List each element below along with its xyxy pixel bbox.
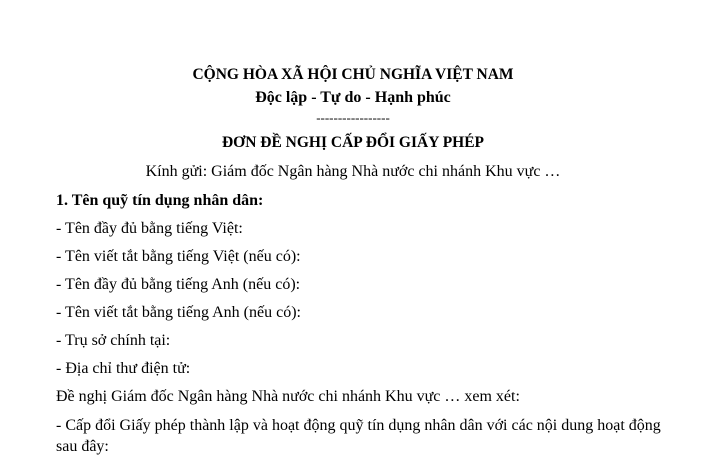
field-short-name-en: - Tên viết tắt bằng tiếng Anh (nếu có): [56,304,301,321]
field-full-name-en: - Tên đầy đủ bằng tiếng Anh (nếu có): [56,276,301,293]
header-separator: ----------------- [316,110,390,125]
field-head-office: - Trụ sở chính tại: [56,332,171,349]
request-item: - Cấp đổi Giấy phép thành lập và hoạt động quỹ tín dụng nhân dân với các nội dung hoạt động sau đây: [56,417,661,455]
request-paragraph: Đề nghị Giám đốc Ngân hàng Nhà nước chi nhánh Khu vực … xem xét: [56,388,520,405]
document-title: ĐƠN ĐỀ NGHỊ CẤP ĐỔI GIẤY PHÉP [221,134,485,151]
field-full-name-vi: - Tên đầy đủ bằng tiếng Việt: [56,220,243,237]
field-short-name-vi: - Tên viết tắt bằng tiếng Việt (nếu có): [56,248,301,265]
nation-heading: CỘNG HÒA XÃ HỘI CHỦ NGHĨA VIỆT NAM [192,66,514,83]
section-1-heading: 1. Tên quỹ tín dụng nhân dân: [56,192,264,209]
motto-heading: Độc lập - Tự do - Hạnh phúc [255,89,451,106]
recipient-line: Kính gửi: Giám đốc Ngân hàng Nhà nước chi nhánh Khu vực … [145,163,561,180]
field-email: - Địa chỉ thư điện tử: [56,360,191,377]
